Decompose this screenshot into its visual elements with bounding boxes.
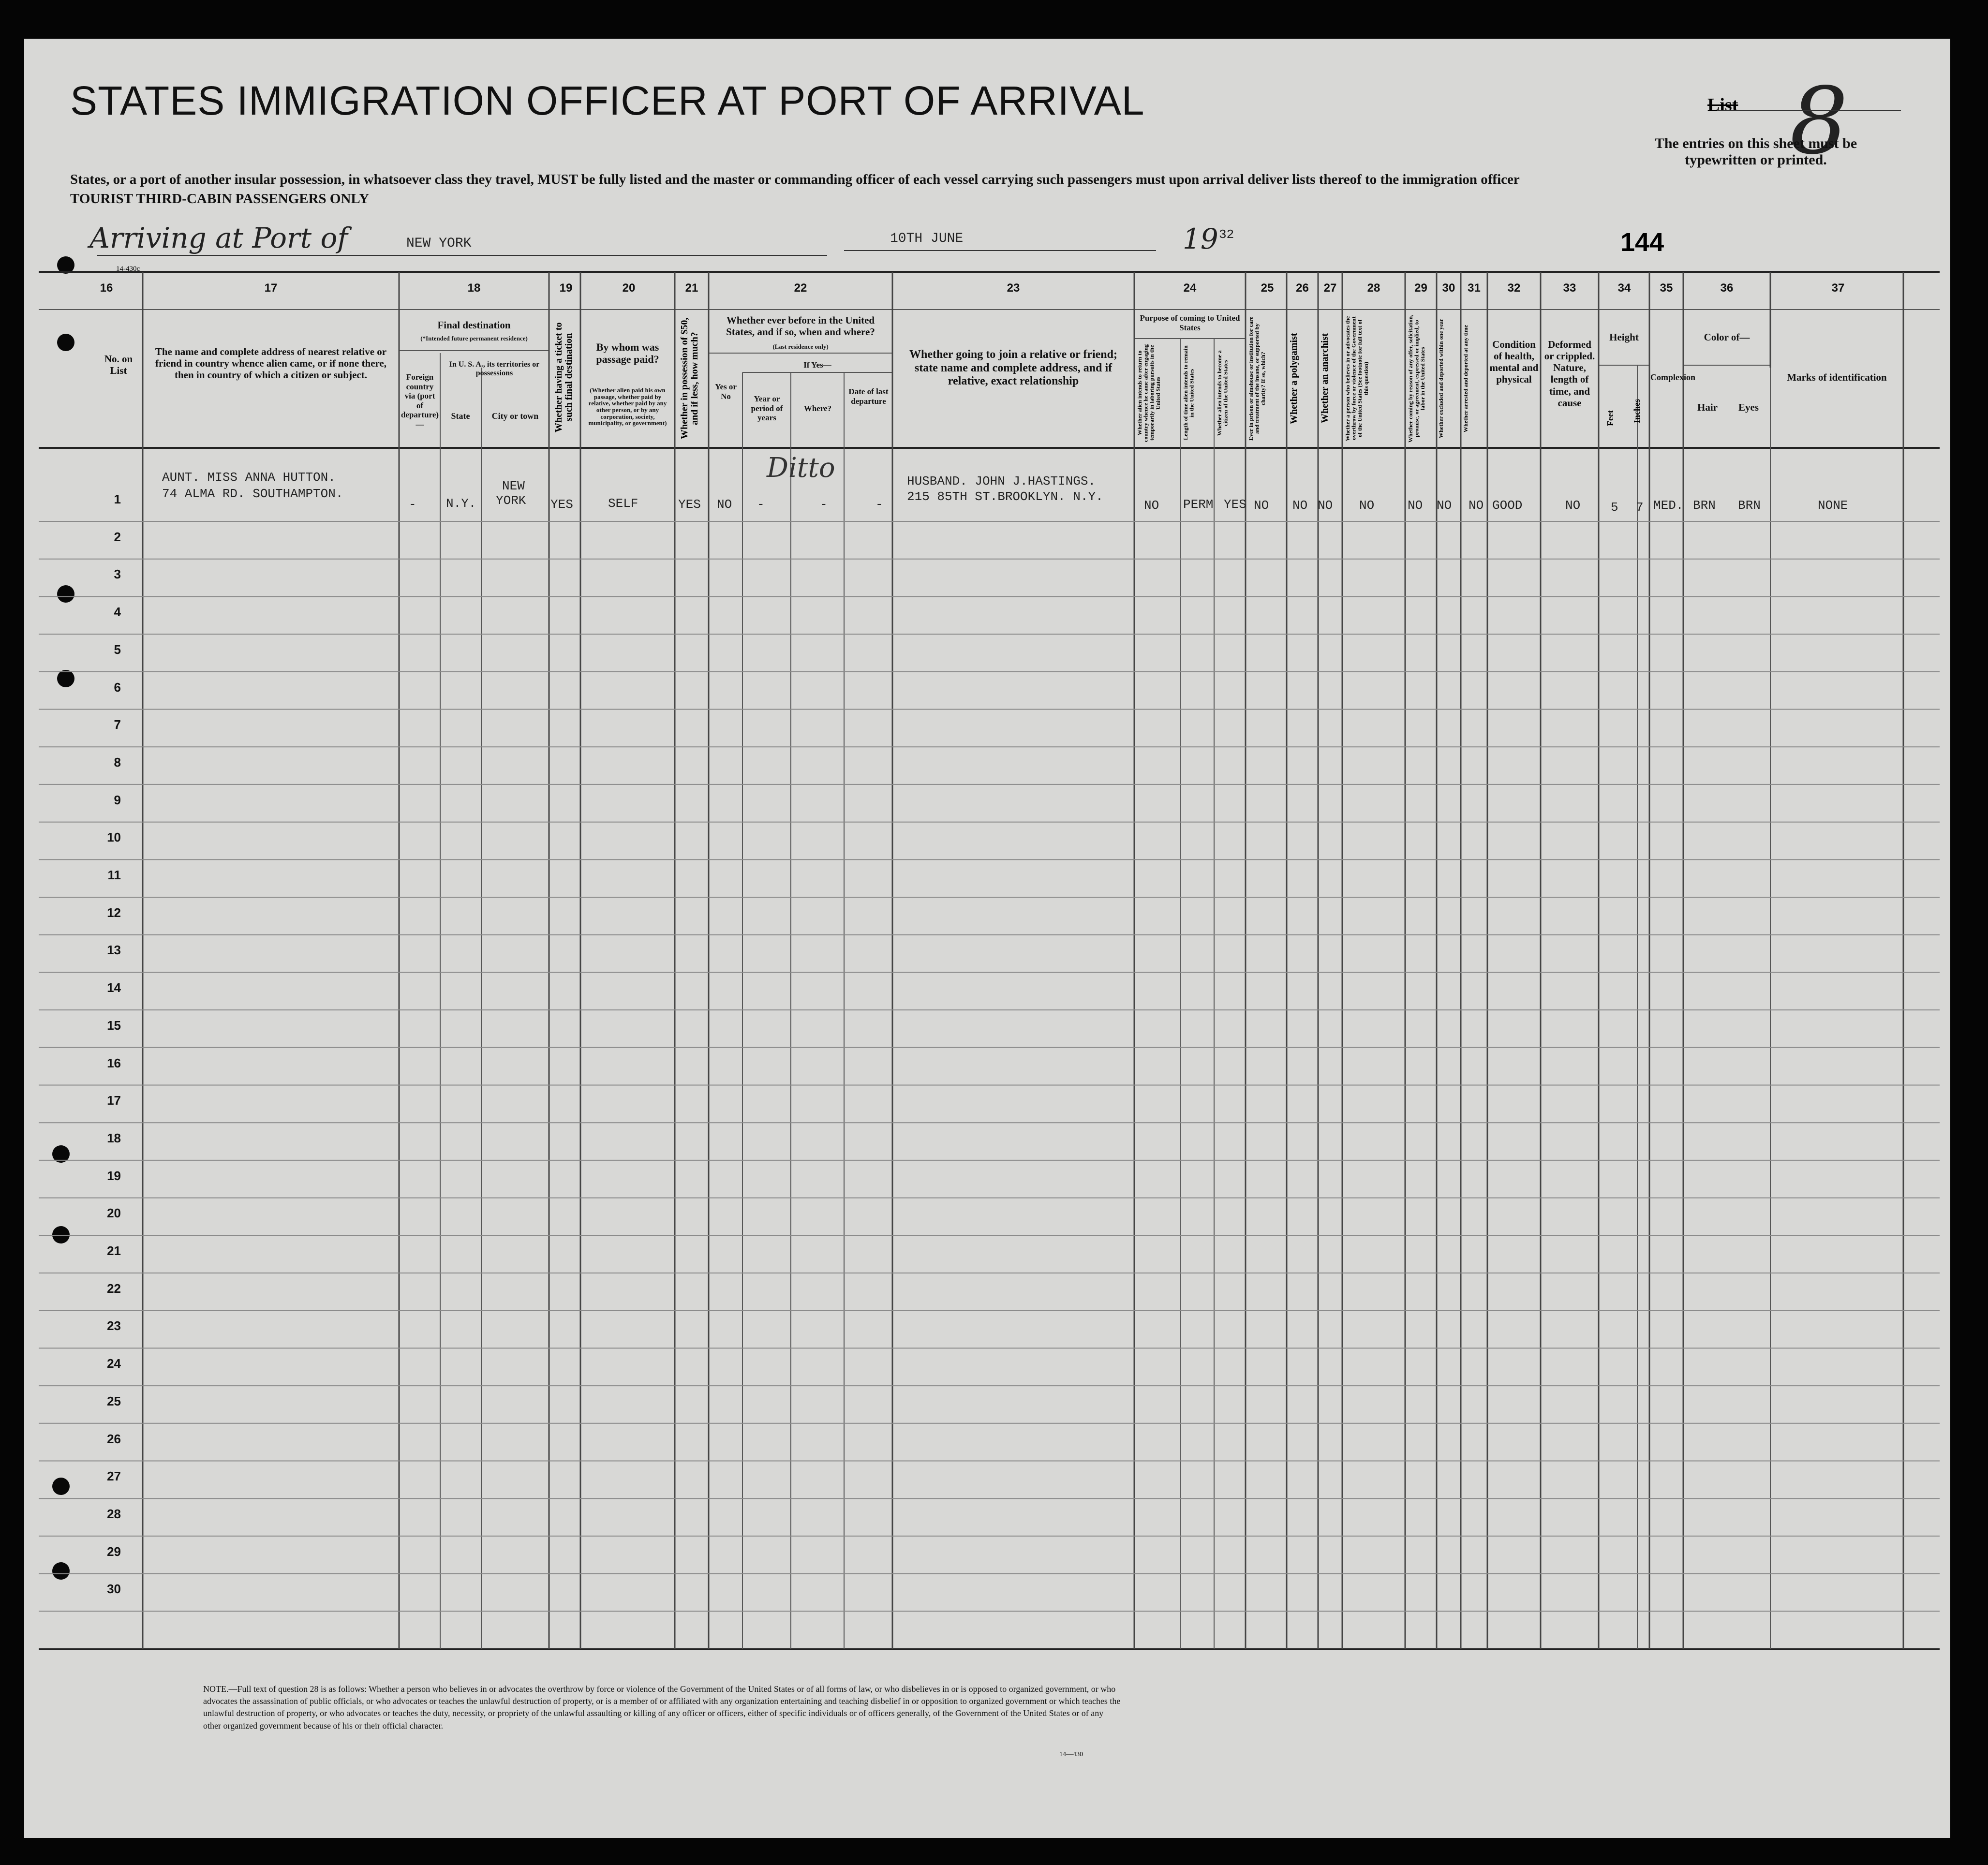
row-number: 2 <box>114 529 121 544</box>
col-num-22: 22 <box>794 281 807 295</box>
form-code: 14-430c <box>116 265 140 273</box>
col-header-29: Whether coming by reason of any offer, solicitation, promise, or agreement, expressed or implied, to labor in the United States <box>1407 314 1426 443</box>
col-header-18: Final destination <box>437 319 511 331</box>
row-number: 19 <box>107 1168 121 1183</box>
row1-relative-line1: AUNT. MISS ANNA HUTTON. <box>162 470 336 485</box>
row1-prison: NO <box>1254 498 1269 513</box>
year-suffix: 32 <box>1219 227 1234 242</box>
col-header-21: Whether in possession of $50, and if less, how much? <box>679 317 700 440</box>
col-header-18-foreign: Foreign country via (port of departure)— <box>401 372 439 429</box>
row1-ticket: YES <box>550 497 573 512</box>
row-number: 24 <box>107 1356 121 1371</box>
col-header-18-city: City or town <box>491 411 539 421</box>
row1-join-line1: HUSBAND. JOHN J.HASTINGS. <box>907 474 1096 488</box>
row1-offer: NO <box>1408 498 1423 513</box>
row-number: 11 <box>107 868 121 882</box>
col-header-22: Whether ever before in the United States, and if so, when and where? <box>726 314 875 338</box>
col-header-18-usa: In U. S. A., its territories or possessions <box>449 360 540 378</box>
col-header-34: Height <box>1609 331 1639 343</box>
row-number: 29 <box>107 1544 121 1559</box>
year-prefix: 19 <box>1183 222 1218 255</box>
col-header-32: Condition of health, mental and physical <box>1489 339 1539 385</box>
row1-citizen: YES <box>1224 497 1246 512</box>
col-num-17: 17 <box>264 281 278 295</box>
row1-hair: BRN <box>1693 498 1716 513</box>
port-value: NEW YORK <box>406 236 472 251</box>
row1-state: N.Y. <box>446 496 476 511</box>
row1-relative-line2: 74 ALMA RD. SOUTHAMPTON. <box>162 487 343 501</box>
row-number: 3 <box>114 567 121 582</box>
row-number: 25 <box>107 1393 121 1408</box>
col-header-20-note: (Whether alien paid his own passage, whether paid by relative, whether paid by any other person, or by any corporation, society, municipality, or government) <box>588 386 667 427</box>
col-header-24c: Whether alien intends to become a citizen of the United States <box>1216 350 1229 436</box>
col-header-18-state: State <box>451 411 470 421</box>
col-num-18: 18 <box>467 281 481 295</box>
row-number: 9 <box>114 792 121 807</box>
row1-feet: 5 <box>1611 500 1618 515</box>
row1-city-line2: YORK <box>496 493 526 508</box>
col-header-33: Deformed or crippled. Nature, length of time, and cause <box>1544 339 1595 409</box>
row1-where: - <box>820 497 828 512</box>
row-number: 10 <box>107 830 121 845</box>
col-header-24a: Whether alien intends to return to country whence he came after engaging temporarily in laboring pursuits in the United States <box>1136 344 1161 442</box>
col-num-16: 16 <box>100 281 113 295</box>
col-num-37: 37 <box>1831 281 1845 295</box>
row-number: 13 <box>107 943 121 958</box>
row1-handwritten-ditto: Ditto <box>767 452 835 484</box>
col-header-22-date: Date of last departure <box>848 387 889 406</box>
page-title: STATES IMMIGRATION OFFICER AT PORT OF ARRIVAL <box>70 78 1145 123</box>
col-num-30: 30 <box>1442 281 1455 295</box>
row-number: 6 <box>114 680 121 695</box>
col-header-37: Marks of identification <box>1787 371 1887 383</box>
row1-inches: 7 <box>1636 500 1644 515</box>
row-number: 20 <box>107 1206 121 1221</box>
col-header-31: Whether arrested and deported at any time <box>1462 325 1469 432</box>
col-header-36-hair: Hair <box>1697 401 1718 413</box>
col-header-16: No. on List <box>104 353 133 377</box>
row1-overthrow: NO <box>1359 498 1375 513</box>
col-num-29: 29 <box>1414 281 1427 295</box>
row1-join-line2: 215 85TH ST.BROOKLYN. N.Y. <box>907 489 1103 504</box>
col-num-23: 23 <box>1007 281 1020 295</box>
list-number: 8 <box>1790 68 1848 175</box>
col-header-22-note: (Last residence only) <box>772 343 829 350</box>
row-number: 21 <box>107 1243 121 1258</box>
typewritten-notice: The entries on this sheet must be typewritten or printed. <box>1654 135 1857 168</box>
row1-foreign: - <box>409 497 416 512</box>
col-num-19: 19 <box>559 281 573 295</box>
col-header-24b: Length of time alien intends to remain in the United States <box>1182 345 1195 441</box>
row1-excluded: NO <box>1437 498 1452 513</box>
row1-eyes: BRN <box>1738 498 1761 513</box>
row-number: 14 <box>107 980 121 995</box>
row-number: 12 <box>107 905 121 920</box>
col-num-34: 34 <box>1617 281 1631 295</box>
col-num-28: 28 <box>1367 281 1380 295</box>
col-header-27: Whether an anarchist <box>1320 333 1330 424</box>
row1-city-line1: NEW <box>502 479 525 493</box>
col-header-34-inches: Inches <box>1632 399 1642 424</box>
col-header-30: Whether excluded and deported within one year <box>1438 318 1444 439</box>
col-num-26: 26 <box>1296 281 1309 295</box>
row-number: 8 <box>114 755 121 770</box>
row-number: 28 <box>107 1506 121 1521</box>
row1-return: NO <box>1144 498 1159 513</box>
row-number: 30 <box>107 1582 121 1597</box>
row1-has-50: YES <box>678 497 701 512</box>
row1-length: PERM <box>1183 497 1214 512</box>
row1-year: - <box>757 497 765 512</box>
list-label: List <box>1707 95 1738 115</box>
col-header-24: Purpose of coming to United States <box>1140 313 1240 332</box>
col-num-33: 33 <box>1563 281 1576 295</box>
col-header-28: Whether a person who believes in or advocates the overthrow by force or violence of the Government of the United States (See footnote for full text of this question) <box>1344 316 1369 441</box>
row1-date: - <box>875 497 883 512</box>
row1-before: NO <box>717 497 732 512</box>
col-header-22-where: Where? <box>803 404 832 413</box>
col-num-27: 27 <box>1323 281 1337 295</box>
row1-polygamist: NO <box>1292 498 1308 513</box>
row-number: 4 <box>114 605 121 620</box>
col-header-23: Whether going to join a relative or friend; state name and complete address, and if relative, exact relationship <box>909 348 1117 388</box>
row1-deformed: NO <box>1565 498 1581 513</box>
col-header-34-feet: Feet <box>1605 410 1615 427</box>
row1-complexion: MED. <box>1653 498 1684 513</box>
row-number: 15 <box>107 1018 121 1033</box>
col-header-20: By whom was passage paid? <box>596 341 659 366</box>
col-num-35: 35 <box>1660 281 1673 295</box>
row-number: 27 <box>107 1469 121 1484</box>
col-header-19: Whether having a ticket to such final destination <box>553 322 574 432</box>
footnote: NOTE.—Full text of question 28 is as follows: Whether a person who believes in or advocates the overthrow by force or violence of the Government of the United States or of all forms of law, or who disbelieves in or is opposed to organized government, or who advocates the assassination of public officials, or who advocates or teaches the unlawful destruction of property, or is a member of or affiliated with any organization entertaining and teaching disbelief in or opposition to organized government or which teaches the unlawful destruction of property, or who advocates or teaches the duty, necessity, or propriety of the unlawful assaulting or killing of any officer or officers, either of specific individuals or of officers generally, of the Government of the United States or of any other organized government because of his or their official character. <box>203 1684 1121 1731</box>
col-num-21: 21 <box>685 281 698 295</box>
row1-health: GOOD <box>1492 498 1523 513</box>
col-header-22-year: Year or period of years <box>751 394 783 423</box>
row1-deported: NO <box>1469 498 1484 513</box>
row-number: 17 <box>107 1093 121 1108</box>
row-number: 5 <box>114 642 121 657</box>
col-header-36: Color of— <box>1704 331 1750 343</box>
col-header-17: The name and complete address of nearest relative or friend in country whence alien came, or if none there, then in country of which a citizen or subject. <box>155 346 387 381</box>
col-num-36: 36 <box>1720 281 1734 295</box>
row-number: 1 <box>114 492 121 506</box>
row1-marks: NONE <box>1818 498 1848 513</box>
row-number: 23 <box>107 1318 121 1333</box>
row-number: 7 <box>114 717 121 732</box>
col-num-24: 24 <box>1183 281 1197 295</box>
col-num-25: 25 <box>1261 281 1274 295</box>
row1-paid-by: SELF <box>608 496 638 511</box>
col-header-22-yesno: Yes or No <box>715 382 737 401</box>
col-header-18-note: (*Intended future permanent residence) <box>420 335 528 342</box>
footnote-code: 14—430 <box>1059 1751 1083 1758</box>
class-line: TOURIST THIRD-CABIN PASSENGERS ONLY <box>70 191 370 207</box>
arriving-label: Arriving at Port of <box>89 222 348 254</box>
col-header-35: Complexion <box>1650 372 1696 382</box>
subtitle: States, or a port of another insular possession, in whatsoever class they travel, MUST be fully listed and the master or commanding officer of each vessel carrying such passengers must upon arrival deliver lists thereof to the immigration officer <box>70 172 1520 187</box>
row-number: 26 <box>107 1431 121 1446</box>
col-header-26: Whether a polygamist <box>1289 333 1299 424</box>
col-num-20: 20 <box>622 281 636 295</box>
row-number: 22 <box>107 1281 121 1296</box>
col-num-32: 32 <box>1507 281 1521 295</box>
col-header-25: Ever in prison or almshouse or institution for care and treatment of the insane, or supported by charity? If so, which? <box>1247 316 1267 441</box>
row-number: 16 <box>107 1055 121 1070</box>
col-num-31: 31 <box>1468 281 1481 295</box>
col-header-36-eyes: Eyes <box>1738 401 1759 413</box>
sheet-number: 144 <box>1620 228 1664 257</box>
col-header-22-ifyes: If Yes— <box>803 360 831 370</box>
row1-anarchist: NO <box>1318 498 1333 513</box>
date-value: 10TH JUNE <box>890 231 964 246</box>
row-number: 18 <box>107 1130 121 1145</box>
